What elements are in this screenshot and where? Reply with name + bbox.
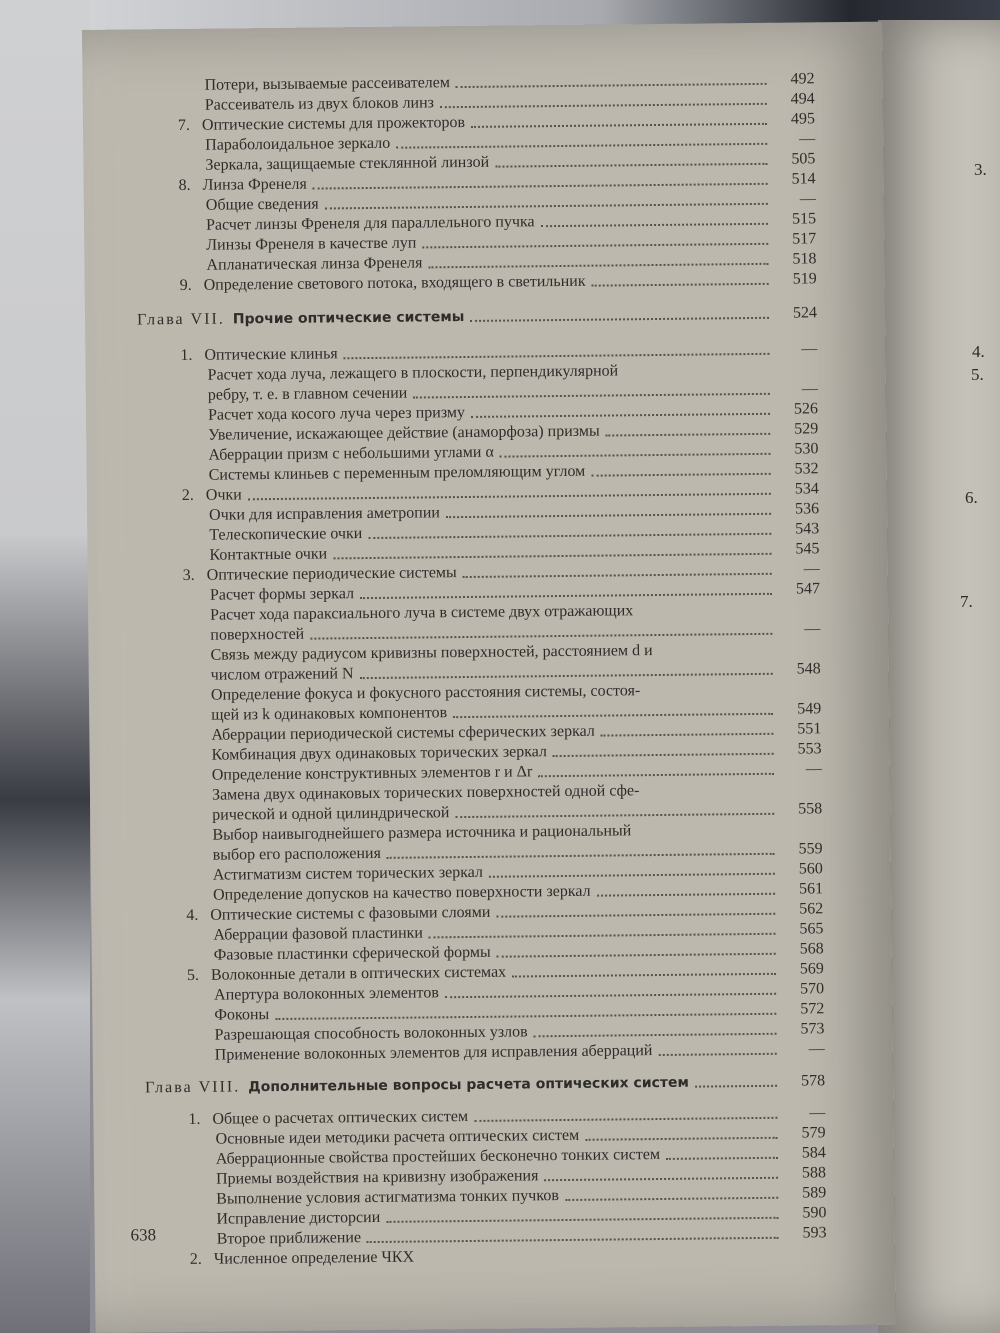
dot-leader [429,933,776,939]
dot-leader [499,453,770,458]
chapter-label: Глава VII. [136,310,225,329]
dot-leader [248,493,771,500]
toc-entry [216,1167,539,1187]
dot-leader [275,1013,776,1020]
entry-title: Системы клиньев с переменным преломляющим углом [208,462,586,484]
page-ref: 545 [795,540,820,558]
entry-title: Аберрации призм с небольшими углами α [208,443,494,464]
dot-leader [592,473,771,477]
entry-title: ребру, т. е. в главном сечении [207,384,408,404]
page-number: 638 [130,1225,157,1245]
chapter-label: Глава VIII. [144,1078,241,1097]
dot-leader [544,1177,778,1181]
toc-entry [212,743,548,764]
toc-entry [206,196,319,214]
toc-entry [209,525,362,544]
dot-leader [541,223,768,227]
entry-title: Апланатическая линза Френеля [206,254,423,274]
entry-title: Определение допусков на качество поверхности зеркал [212,882,591,904]
toc-entry [210,602,633,623]
page-ref: 514 [791,170,816,188]
entry-title: Очки для исправления аметропии [208,504,441,524]
dot-leader [334,553,772,560]
entry-title: Параболоидальное зеркало [205,134,391,154]
page-ref: 536 [794,500,820,518]
page-ref: 532 [794,460,819,478]
toc-entry [209,463,586,484]
entry-title: Замена двух одинаковых торических поверхностей одной сфе- [211,782,640,804]
toc-entry [180,345,337,364]
page-ref: 534 [794,480,819,498]
entry-title: Основные идеи методики расчета оптических систем [215,1126,580,1148]
entry-title: Определение светового потока, входящего в светильник [203,272,586,294]
toc-entry [211,665,354,683]
dot-leader [422,243,768,249]
toc-entry [205,135,390,154]
page-ref: 569 [799,960,824,978]
dot-leader [386,1217,778,1223]
entry-title: Увеличение, искажающее действие (анаморфоза) призмы [208,422,600,444]
toc-entry [211,704,447,723]
entry-title: щей из k одинаковых компонентов [211,704,448,724]
toc-entry [186,904,490,924]
toc-entry [180,273,586,294]
entry-title: Расчет хода косого луча через призму [207,404,466,424]
entry-title: Определение конструктивных элементов r и Δr [211,763,533,784]
page-ref: — [809,1104,826,1122]
page-ref: 579 [801,1124,826,1142]
entry-title: Расчет формы зеркал [209,585,355,604]
toc-entry [214,1023,527,1043]
chapter-title: Прочие оптические системы [232,309,465,328]
dot-leader [695,1085,777,1088]
section-number: 2. [181,486,194,504]
entry-title: Исправление дисторсии [216,1208,381,1228]
page-ref: 548 [796,660,821,678]
toc-entry [209,504,440,523]
toc-entry [208,404,465,424]
toc-entry [216,1187,559,1208]
dot-leader [387,853,775,859]
toc-entry [210,642,652,664]
toc-entry [208,362,619,383]
dot-leader [489,873,775,878]
entry-title: Аберрации периодической системы сферических зеркал [211,722,595,744]
entry-title: Оптические периодические системы [206,564,457,584]
toc-entry [211,723,595,744]
toc-entry [212,782,640,803]
toc-entry [212,804,449,823]
dot-leader [471,123,767,128]
facing-page-mark: 5. [971,365,984,384]
dot-leader [470,317,769,322]
page-ref: 593 [802,1224,827,1242]
entry-title: Расчет хода луча, лежащего в плоскости, перпендикулярной [207,362,619,384]
dot-leader [496,913,775,918]
page-ref: 494 [790,90,815,108]
toc-entry [213,924,423,943]
page-ref: — [803,560,820,578]
dot-leader [367,1237,779,1243]
facing-page-mark: 3. [974,160,987,179]
toc-entry [212,822,631,843]
book-page [82,22,896,1333]
entry-title: Очки [205,486,242,504]
page-ref: 565 [799,920,824,938]
page-ref: — [804,620,821,638]
entry-title: Оптические системы с фазовыми слоями [210,903,491,924]
entry-title: Фоконы [214,1006,270,1024]
page-ref: 551 [797,720,822,738]
toc-entry [214,984,439,1003]
page-ref: 524 [792,304,818,322]
toc-entry [188,1108,468,1128]
toc-entry [213,883,591,904]
toc-entry [206,235,416,254]
entry-title: Потери, вызываемые рассеивателем [204,74,451,94]
dot-leader [368,533,771,539]
dot-leader [592,283,769,287]
page-ref: 562 [799,900,824,918]
dot-leader [446,513,771,518]
entry-title: Оптические системы для прожекторов [201,113,466,134]
toc-entry [211,682,640,703]
page-ref: 526 [793,400,819,418]
dot-leader [360,593,772,599]
page-ref: — [799,130,816,148]
chapter-heading [137,308,465,329]
toc-entry [208,385,408,404]
entry-title: Численное определение ЧКХ [213,1248,415,1268]
facing-page-mark: 4. [972,342,985,361]
toc-entry [210,626,304,644]
section-number: 2. [189,1250,202,1268]
page-ref: 570 [799,980,825,998]
toc-entry [210,585,354,604]
page-ref: 543 [795,520,820,538]
toc-entry [216,1127,580,1148]
page-ref: 573 [800,1020,825,1038]
page-ref: 518 [792,250,817,268]
toc-entry [206,213,535,233]
page-ref: 589 [802,1184,827,1202]
page-ref: 549 [797,700,822,718]
table-of-contents [82,22,896,1333]
page-ref: 568 [799,940,824,958]
entry-title: Комбинация двух одинаковых торических зеркал [211,743,548,764]
page-ref: 530 [794,440,819,458]
entry-title: Определение фокуса и фокусного расстояния системы, состоя- [210,682,641,704]
entry-title: Линзы Френеля в качестве луп [206,234,417,254]
dot-leader [455,813,774,818]
page-ref: 519 [792,270,817,288]
entry-title: Рассеиватель из двух блоков линз [204,94,435,114]
section-number: 9. [179,276,192,294]
page-ref: 584 [801,1144,826,1162]
page-ref: — [799,190,816,208]
entry-title: Контактные очки [209,545,328,564]
page-ref: 505 [791,150,816,168]
entry-title: поверхностей [210,625,305,644]
dot-leader [343,353,769,359]
dot-leader [586,1137,778,1141]
section-number: 7. [177,116,191,134]
entry-title: Телескопические очки [209,525,363,544]
toc-entry [213,864,483,884]
dot-leader [666,1157,778,1160]
toc-entry [213,845,381,864]
dot-leader [512,973,776,978]
toc-entry [182,486,242,504]
page-ref: 572 [800,1000,825,1018]
toc-entry [214,1006,269,1024]
page-ref: 553 [797,740,822,758]
entry-title: Разрешающая способность волоконных узлов [214,1023,528,1044]
toc-entry [214,944,491,964]
dot-leader [495,163,767,168]
page-ref: 547 [795,580,820,598]
entry-title: выбор его расположения [212,844,382,864]
toc-entry [178,114,465,134]
chapter-heading [145,1074,689,1098]
page-ref: 492 [790,70,815,88]
dot-leader [474,1117,777,1122]
dot-leader [471,413,770,418]
entry-title: Общее о расчетах оптических систем [212,1108,469,1128]
background-left [0,0,90,1333]
entry-title: рической и одной цилиндрической [212,804,450,824]
toc-entry [208,444,494,464]
entry-title: Расчет хода параксиального луча в системе двух отражающих [210,602,634,624]
entry-title: числом отражений N [210,665,354,684]
page-ref: 590 [802,1204,827,1222]
toc-entry [209,545,327,563]
dot-leader [325,203,768,210]
page-ref: 559 [798,840,823,858]
dot-leader [445,993,776,998]
page-ref: 561 [798,880,824,898]
toc-entry [187,964,506,984]
toc-entry [217,1229,362,1248]
entry-title: Фазовые пластинки сферической формы [213,943,491,964]
section-number: 3. [182,566,195,584]
chapter-title: Дополнительные вопросы расчета оптических систем [248,1074,690,1096]
toc-entry [212,763,533,783]
page-ref: — [801,340,818,358]
dot-leader [453,713,773,718]
page-ref: 517 [792,230,817,248]
toc-entry [216,1209,380,1228]
toc-entry [183,564,457,584]
dot-leader [659,1053,777,1056]
section-number: 1. [180,346,193,364]
dot-leader [310,633,772,640]
section-number: 5. [186,966,199,984]
entry-title: Расчет линзы Френеля для параллельного пучка [205,213,535,234]
page-ref: 515 [791,210,817,228]
dot-leader [597,893,775,897]
dot-leader [565,1197,778,1201]
page-ref: 588 [801,1164,827,1182]
dot-leader [313,183,768,190]
page-ref: 578 [800,1072,826,1090]
dot-leader [440,103,767,108]
page-ref: 529 [794,420,819,438]
toc-entry [179,176,307,194]
entry-title: Приемы воздействия на кривизну изображения [215,1167,539,1188]
entry-title: Выполнение условия астигматизма тонких пучков [216,1187,559,1208]
dot-leader [396,143,767,149]
dot-leader [497,953,776,958]
facing-page [878,20,1000,1333]
page-ref: 560 [798,860,823,878]
page-ref: — [808,1040,825,1058]
entry-title: Линза Френеля [202,175,307,194]
dot-leader [428,263,768,269]
entry-title: Аберрации фазовой пластинки [213,924,424,944]
entry-title: Второе приближение [216,1229,362,1248]
section-number: 4. [186,906,199,924]
page-ref: — [805,760,822,778]
entry-title: Применение волоконных элементов для исправления аберраций [214,1042,653,1064]
page-ref: 495 [790,110,816,128]
section-number: 8. [178,176,191,194]
toc-entry [205,154,489,174]
entry-title: Апертура волоконных элементов [214,984,439,1004]
facing-page-mark: 6. [965,488,978,507]
entry-title: Волоконные детали в оптических системах [210,963,507,984]
entry-title: Общие сведения [205,195,319,214]
toc-entry [204,74,450,94]
dot-leader [605,433,770,437]
toc-entry [206,254,422,273]
page-ref: 558 [798,800,823,818]
entry-title: Зеркала, защищаемые стеклянной линзой [205,153,490,174]
toc-entry [205,94,434,113]
dot-leader [413,393,770,399]
facing-page-mark: 7. [960,592,973,611]
toc-entry [216,1146,660,1168]
dot-leader [463,573,772,578]
entry-title: Аберрационные свойства простейших бесконечно тонких систем [215,1146,661,1168]
entry-title: Выбор наивыгоднейшего размера источника и рациональный [212,822,632,844]
page-ref: — [801,380,818,398]
toc-entry [208,423,600,444]
toc-entry [190,1249,414,1268]
dot-leader [360,673,773,679]
dot-leader [534,1033,777,1038]
entry-title: Связь между радиусом кривизны поверхностей, расстоянием d и [210,642,653,664]
entry-title: Оптические клинья [204,345,338,364]
entry-title: Астигматизм систем торических зеркал [212,863,484,884]
dot-leader [553,753,774,757]
dot-leader [456,83,767,88]
toc-entry [215,1042,653,1064]
dot-leader [538,773,774,777]
section-number: 1. [188,1110,201,1128]
dot-leader [600,733,773,737]
